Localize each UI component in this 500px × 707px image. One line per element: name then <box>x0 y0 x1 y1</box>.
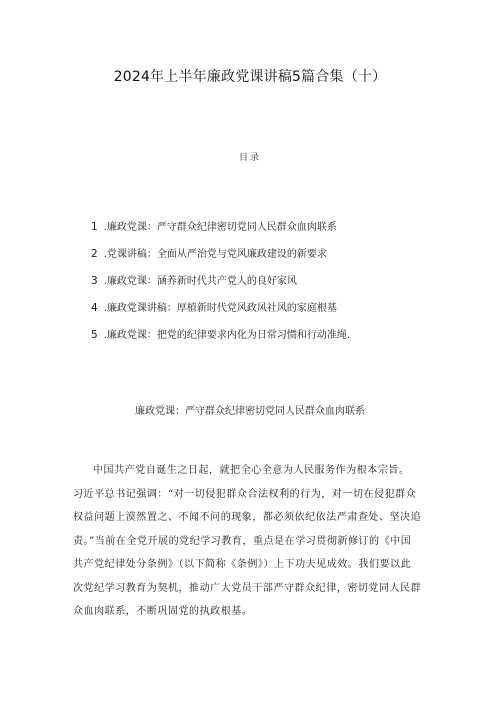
section-heading: 廉政党课：严守群众纪律密切党同人民群众血肉联系 <box>135 406 365 417</box>
toc-item-3[interactable] <box>91 272 411 299</box>
toc-item-1[interactable] <box>91 218 411 245</box>
toc-item-text: .廉政党课：严守群众纪律密切党同人民群众血肉联系 <box>103 222 337 233</box>
toc-item-2[interactable] <box>91 245 411 272</box>
paragraph-line: 中国共产党自诞生之日起，就把全心全意为人民服务作为根本宗旨。 <box>93 465 410 476</box>
table-of-contents <box>91 218 411 353</box>
toc-item-4[interactable] <box>91 299 411 326</box>
paragraph-line: 责。”当前在全党开展的党纪学习教育，重点是在学习贯彻新修订的《中国 <box>73 535 412 547</box>
paragraph-line: 习近平总书记强调：“对一切侵犯群众合法权利的行为，对一切在侵犯群众 <box>73 488 417 500</box>
document-title: 2024年上半年廉政党课讲稿5篇合集（十） <box>113 69 387 85</box>
toc-item-number: 1 <box>91 221 98 233</box>
paragraph-line: 权益问题上漠然置之、不闻不问的现象，都必须依纪依法严肃查处、坚决追 <box>73 512 422 523</box>
toc-item-text: .廉政党课：涵养新时代共产党人的良好家风 <box>103 276 297 287</box>
toc-item-number: 4 <box>91 302 98 314</box>
toc-item-5[interactable] <box>91 326 411 353</box>
toc-heading: 目录 <box>238 153 261 163</box>
paragraph-line: 共产党纪律处分条例》（以下简称《条例》）上下功夫见成效。我们要以此 <box>73 559 412 570</box>
toc-item-number: 5 <box>91 329 98 341</box>
toc-item-number: 2 <box>91 248 98 260</box>
paragraph-line: 次党纪学习教育为契机，推动广大党员干部严守群众纪律，密切党同人民群 <box>73 582 422 594</box>
toc-item-text: .廉政党课：把党的纪律要求内化为日常习惯和行动准绳. <box>103 330 351 341</box>
toc-item-number: 3 <box>91 275 98 287</box>
body-paragraph <box>73 459 443 624</box>
paragraph-line: 众血肉联系，不断巩固党的执政根基。 <box>73 606 253 617</box>
toc-item-text: .廉政党课讲稿：厚植新时代党风政风社风的家庭根基 <box>103 303 337 314</box>
toc-item-text: .党课讲稿：全面从严治党与党风廉政建设的新要求 <box>103 249 327 260</box>
